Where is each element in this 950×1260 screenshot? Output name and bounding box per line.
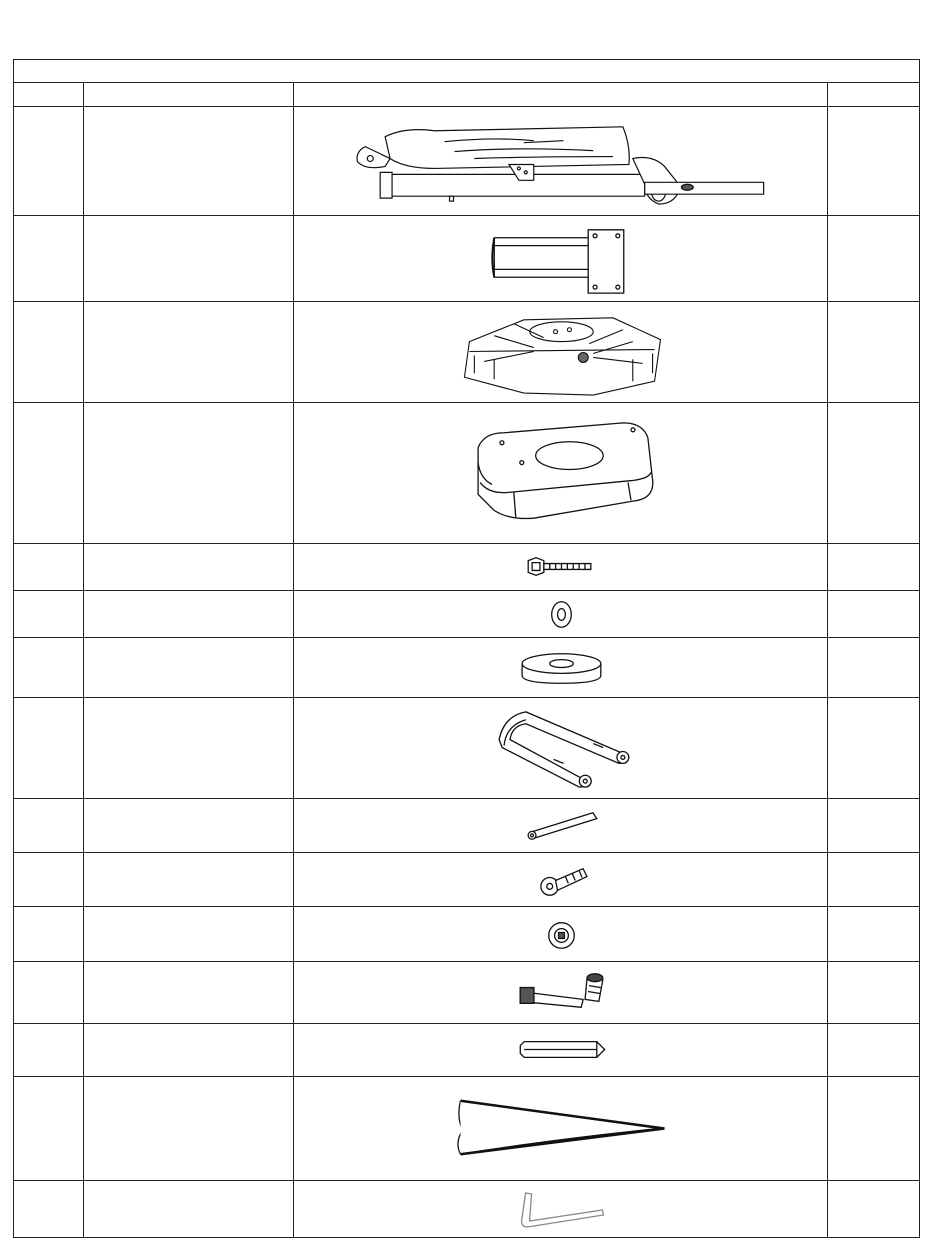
allen-key-icon [294,1181,827,1238]
table-row [14,1181,919,1238]
table-row [14,216,919,302]
row-qty [828,962,921,1023]
row-no [14,962,84,1023]
header-image [294,83,828,106]
row-description [84,698,294,798]
row-description [84,216,294,301]
table-row [14,962,919,1024]
row-description [84,591,294,637]
row-no [14,403,84,543]
row-qty [828,1077,921,1180]
row-no [14,638,84,697]
row-description [84,853,294,906]
ground-stake-icon [294,1077,827,1180]
cross-base-icon [294,302,827,402]
crank-handle-icon [294,962,827,1023]
row-description [84,1024,294,1076]
row-qty [828,1024,921,1076]
mounting-bracket-icon [294,216,827,301]
row-description [84,638,294,697]
row-description [84,1181,294,1238]
row-qty [828,216,921,301]
header-qty [828,83,921,106]
row-description [84,302,294,402]
row-qty [828,638,921,697]
row-description [84,907,294,961]
table-row [14,591,919,638]
row-qty [828,698,921,798]
folding-arm-icon [294,698,827,798]
row-qty [828,403,921,543]
row-no [14,1181,84,1238]
umbrella-pole-assembly-icon [294,107,827,215]
row-qty [828,591,921,637]
header-no [14,83,84,106]
hex-bolt-icon [294,544,827,590]
row-description [84,107,294,215]
row-no [14,302,84,402]
table-row [14,853,919,907]
row-no [14,591,84,637]
table-row [14,698,919,799]
pin-rod-icon [294,799,827,852]
spacer-ring-icon [294,638,827,697]
row-no [14,216,84,301]
table-row [14,799,919,853]
table-row [14,403,919,544]
row-description [84,403,294,543]
table-row [14,1077,919,1181]
header-description [84,83,294,106]
round-nut-icon [294,907,827,961]
table-row [14,1024,919,1077]
row-qty [828,107,921,215]
row-qty [828,302,921,402]
row-qty [828,544,921,590]
row-no [14,698,84,798]
row-qty [828,799,921,852]
row-no [14,544,84,590]
row-no [14,1024,84,1076]
row-no [14,1077,84,1180]
table-header-row [14,83,919,107]
row-no [14,107,84,215]
socket-bolt-icon [294,853,827,906]
table-title [14,60,919,83]
row-qty [828,907,921,961]
row-description [84,544,294,590]
row-no [14,907,84,961]
row-description [84,799,294,852]
table-row [14,907,919,962]
table-row [14,638,919,698]
row-no [14,853,84,906]
table-row [14,302,919,403]
hex-bar-icon [294,1024,827,1076]
washer-icon [294,591,827,637]
parts-list-table [13,59,920,1238]
row-no [14,799,84,852]
row-description [84,1077,294,1180]
row-qty [828,1181,921,1238]
table-row [14,544,919,591]
row-description [84,962,294,1023]
row-qty [828,853,921,906]
base-cover-icon [294,403,827,543]
table-row [14,107,919,216]
